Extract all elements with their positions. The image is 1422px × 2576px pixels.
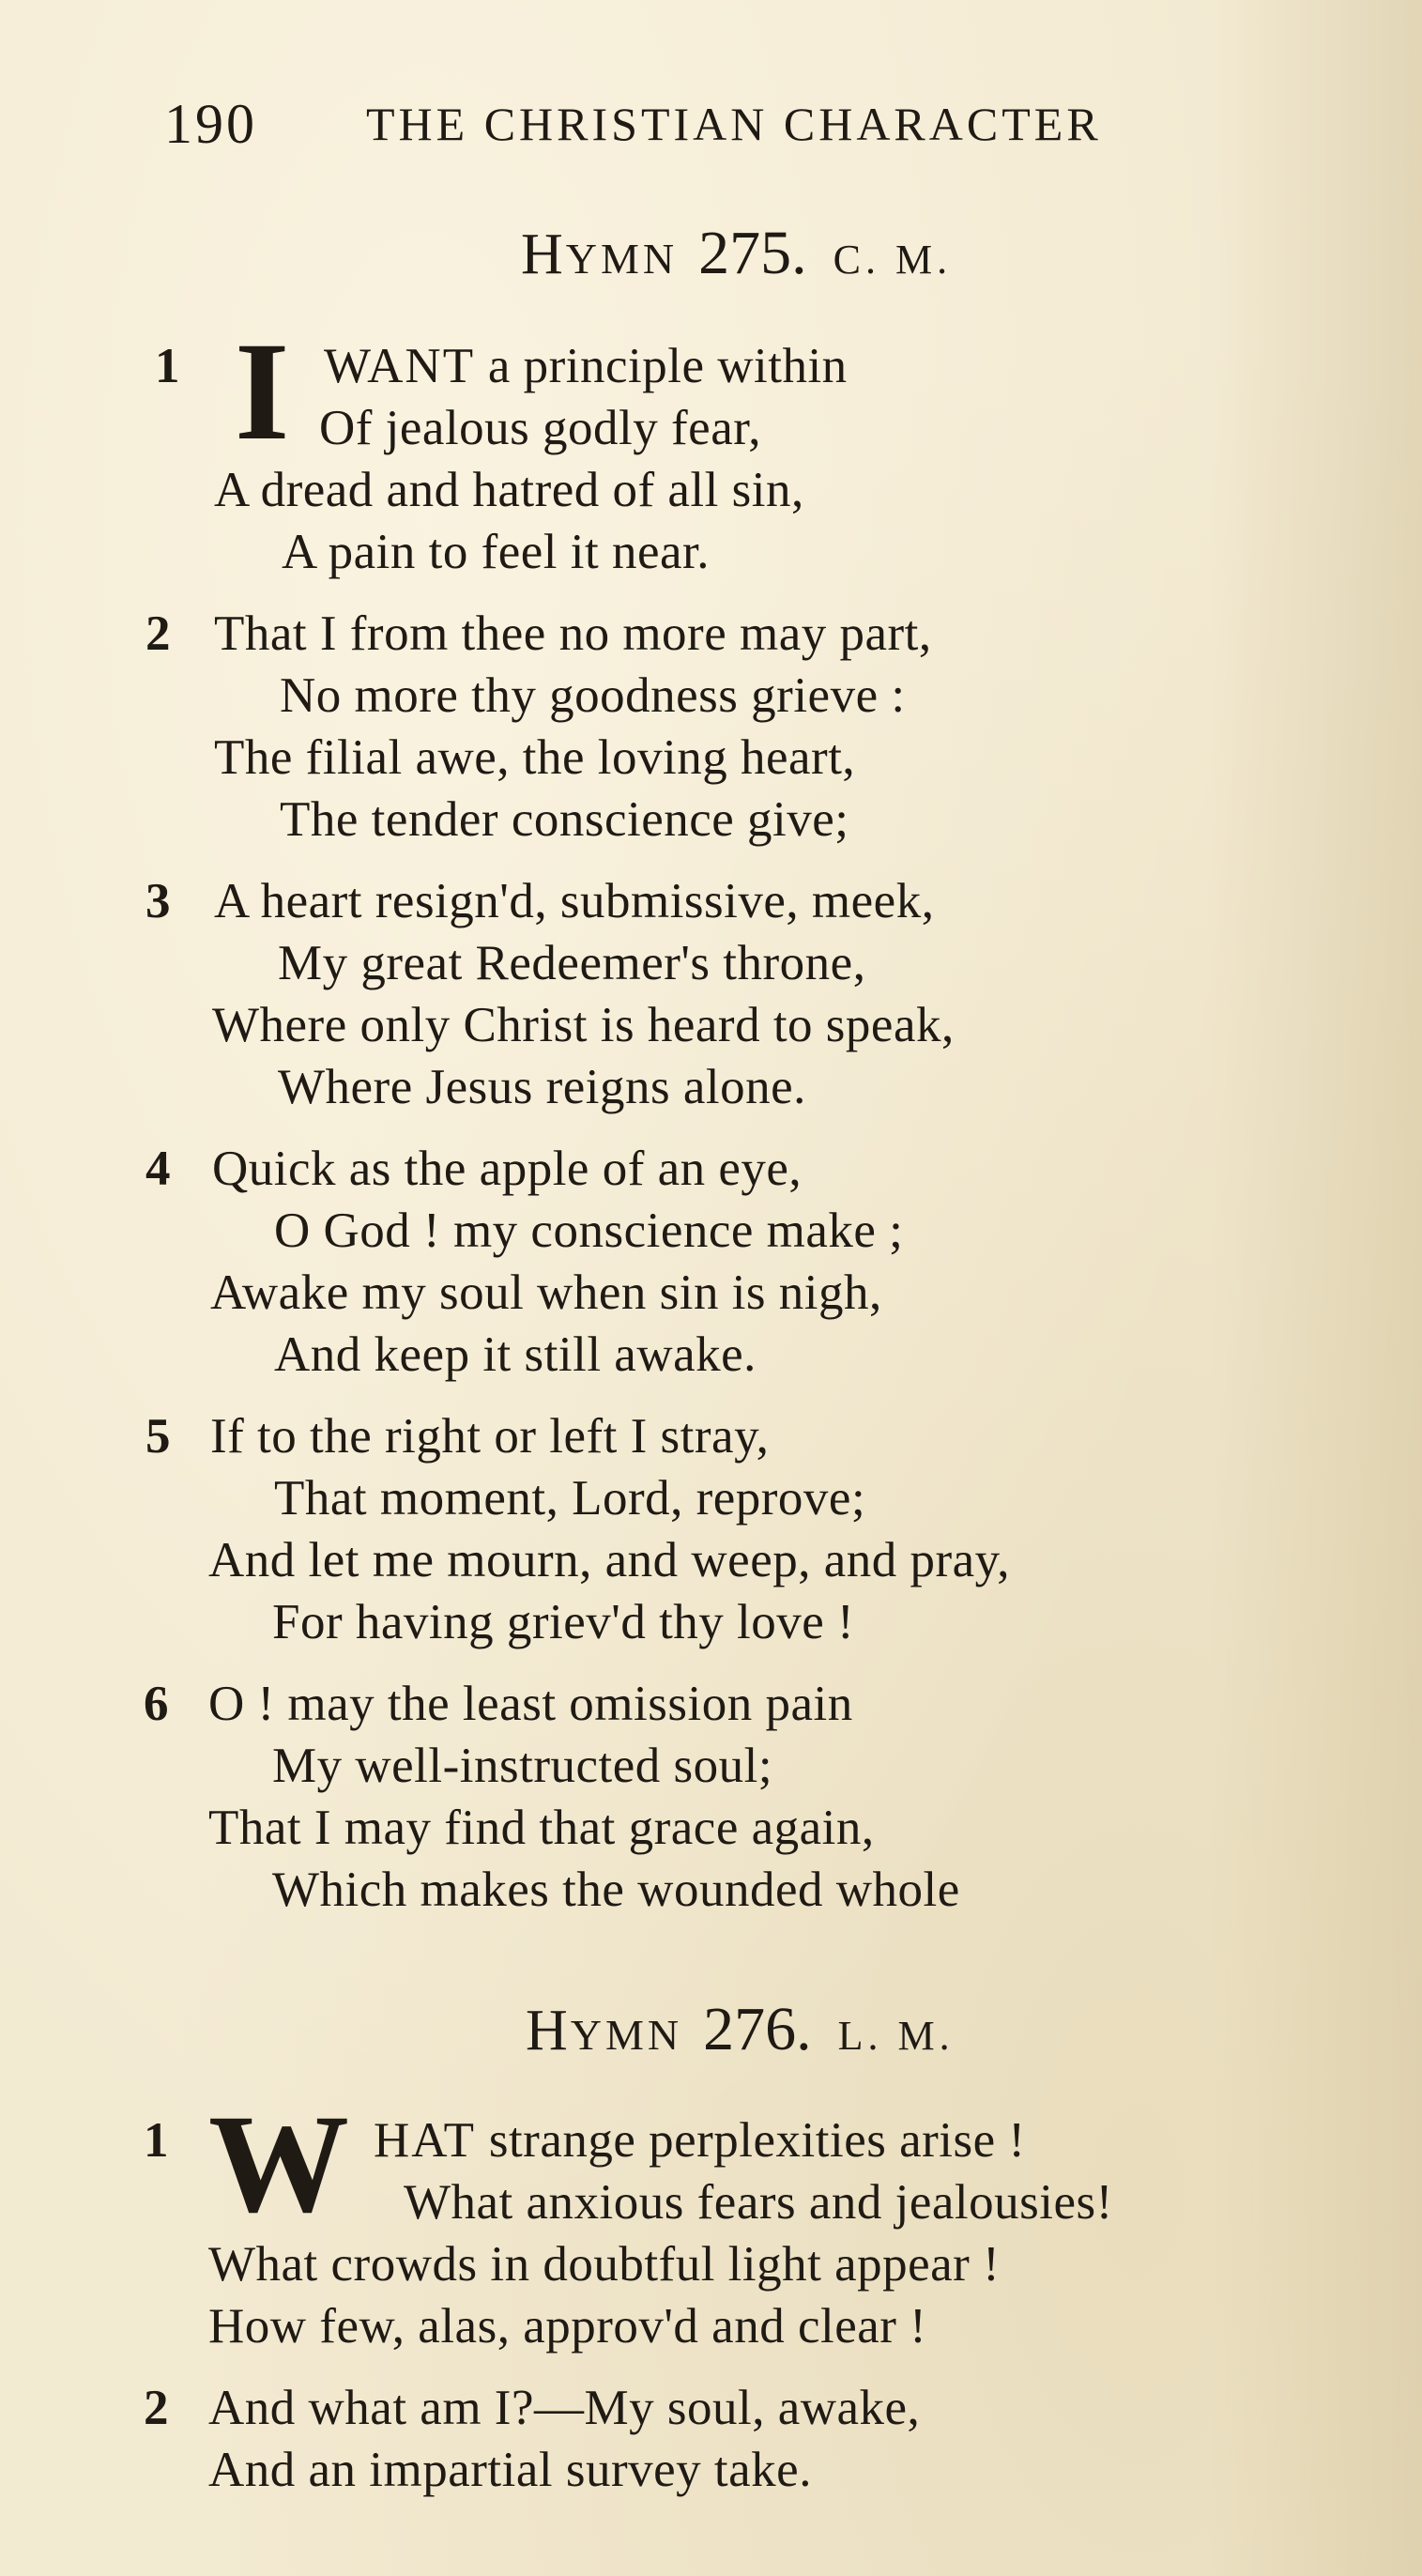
verse-line: My well-instructed soul; (272, 1739, 773, 1793)
hymn-276-heading (526, 1992, 955, 2067)
verse-line: Where only Christ is heard to speak, (212, 998, 955, 1052)
verse-number: 1 (144, 2113, 169, 2168)
first-word-caps: HAT (374, 2113, 477, 2168)
hymn-word-initial: H (521, 222, 566, 286)
first-line-rest: a principle within (475, 339, 848, 393)
hymn-meter: L. M. (837, 2013, 955, 2059)
verse-number: 3 (145, 874, 171, 928)
hymn-meter: C. M. (833, 237, 953, 283)
running-head (164, 86, 1262, 161)
verse-line: A dread and hatred of all sin, (214, 463, 804, 517)
hymn-word-rest: YMN (570, 2011, 683, 2059)
first-line-rest: strange perplexities arise ! (476, 2113, 1026, 2168)
verse-line: Which makes the wounded whole (272, 1863, 960, 1917)
drop-cap: W (208, 2086, 349, 2242)
verse-number: 5 (145, 1409, 171, 1464)
verse-line: If to the right or left I stray, (210, 1409, 770, 1464)
verse-line: For having griev'd thy love ! (272, 1595, 855, 1649)
verse-line: Awake my soul when sin is nigh, (210, 1265, 882, 1320)
verse-line (324, 336, 848, 396)
verse-line: A heart resign'd, submissive, meek, (214, 874, 935, 928)
verse-line: What anxious fears and jealousies! (404, 2175, 1113, 2230)
verse-number: 4 (145, 1142, 171, 1196)
verse-line: That moment, Lord, reprove; (274, 1471, 866, 1526)
verse-line: No more thy goodness grieve : (280, 668, 906, 723)
verse-line: O ! may the least omission pain (208, 1677, 853, 1731)
verse-line: A pain to feel it near. (282, 525, 710, 579)
verse-line: Quick as the apple of an eye, (212, 1142, 803, 1196)
verse-number: 2 (144, 2381, 169, 2435)
verse-line: How few, alas, approv'd and clear ! (208, 2299, 927, 2354)
verse-line: Where Jesus reigns alone. (278, 1060, 806, 1114)
verse-line: The filial awe, the loving heart, (214, 730, 856, 785)
verse-number: 6 (144, 1677, 169, 1731)
hymn-word-initial: H (526, 1999, 571, 2062)
drop-cap: I (235, 314, 290, 469)
verse-line: Of jealous godly fear, (319, 401, 761, 455)
verse-line: What crowds in doubtful light appear ! (208, 2237, 1001, 2292)
verse-number: 1 (155, 339, 180, 393)
hymn-word-rest: YMN (565, 235, 679, 283)
verse-line: And keep it still awake. (274, 1327, 757, 1382)
running-title: THE CHRISTIAN CHARACTER (366, 98, 1102, 150)
hymn-number: 275. (698, 219, 807, 287)
first-word-caps: WANT (324, 339, 476, 393)
verse-line: The tender conscience give; (280, 792, 849, 847)
verse-line: O God ! my conscience make ; (274, 1204, 904, 1258)
verse-line (374, 2110, 1026, 2170)
verse-line: And an impartial survey take. (208, 2443, 812, 2497)
verse-line: That I from thee no more may part, (214, 606, 932, 661)
page-number: 190 (164, 93, 257, 155)
verse-line: And let me mourn, and weep, and pray, (208, 1533, 1010, 1587)
verse-line: That I may find that grace again, (208, 1801, 875, 1855)
verse-number: 2 (145, 606, 171, 661)
hymn-275-heading (521, 216, 952, 291)
hymn-number: 276. (703, 1995, 812, 2063)
verse-line: And what am I?—My soul, awake, (208, 2381, 921, 2435)
verse-line: My great Redeemer's throne, (278, 936, 866, 990)
